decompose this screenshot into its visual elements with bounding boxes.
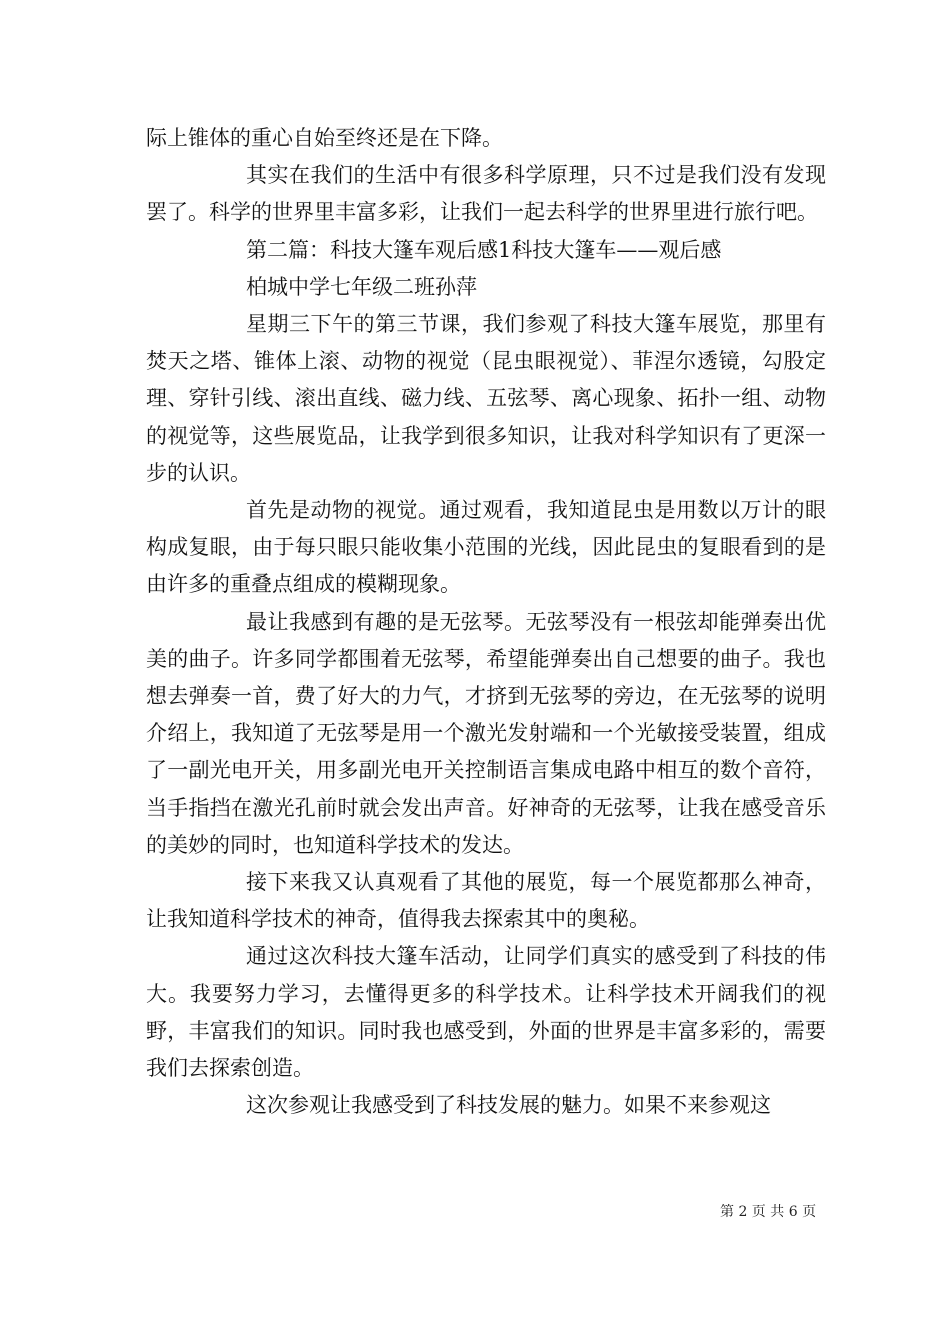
page-number-footer (720, 1203, 816, 1221)
paragraph-stringless-harp: 最让我感到有趣的是无弦琴。无弦琴没有一根弦却能弹奏出优美的曲子。许多同学都围着无弦琴，希望能弹奏出自己想要的曲子。我也想去弹奏一首，费了好大的力气，才挤到无弦琴的旁边，在无弦琴的说明介绍上，我知道了无弦琴是用一个激光发射端和一个光敏接受装置，组成了一副光电开关，用多副光电开关控制语言集成电路中相互的数个音符，当手指挡在激光孔前时就会发出声音。好神奇的无弦琴，让我在感受音乐的美妙的同时，也知道科学技术的发达。 (146, 609, 826, 857)
paragraph-other-exhibits: 接下来我又认真观看了其他的展览，每一个展览都那么神奇，让我知道科学技术的神奇，值得我去探索其中的奥秘。 (146, 870, 826, 932)
page-number-label: 第 2 页 共 6 页 (720, 1204, 817, 1220)
paragraph-reflection: 通过这次科技大篷车活动，让同学们真实的感受到了科技的伟大。我要努力学习，去懂得更多的科学技术。让科学技术开阔我们的视野，丰富我们的知识。同时我也感受到，外面的世界是丰富多彩的，需要我们去探索创造。 (146, 944, 826, 1081)
paragraph-animal-vision: 首先是动物的视觉。通过观看，我知道昆虫是用数以万计的眼构成复眼，由于每只眼只能收集小范围的光线，因此昆虫的复眼看到的是由许多的重叠点组成的模糊现象。 (146, 498, 826, 597)
author-line: 柏城中学七年级二班孙萍 (246, 274, 477, 299)
document-body (146, 120, 826, 1124)
paragraph-science-principles: 其实在我们的生活中有很多科学原理，只不过是我们没有发现罢了。科学的世界里丰富多彩，让我们一起去科学的世界里进行旅行吧。 (146, 163, 826, 225)
paragraph-closing: 这次参观让我感受到了科技发展的魅力。如果不来参观这 (246, 1093, 771, 1118)
paragraph-continuation: 际上锥体的重心自始至终还是在下降。 (146, 126, 503, 150)
paragraph-exhibition-visit: 星期三下午的第三节课，我们参观了科技大篷车展览，那里有焚天之塔、锥体上滚、动物的视觉（昆虫眼视觉）、菲涅尔透镜，勾股定理、穿针引线、滚出直线、磁力线、五弦琴、离心现象、拓扑一组、动物的视觉等，这些展览品，让我学到很多知识，让我对科学知识有了更深一步的认识。 (146, 312, 826, 485)
section-heading: 第二篇：科技大篷车观后感1科技大篷车——观后感 (246, 237, 722, 262)
